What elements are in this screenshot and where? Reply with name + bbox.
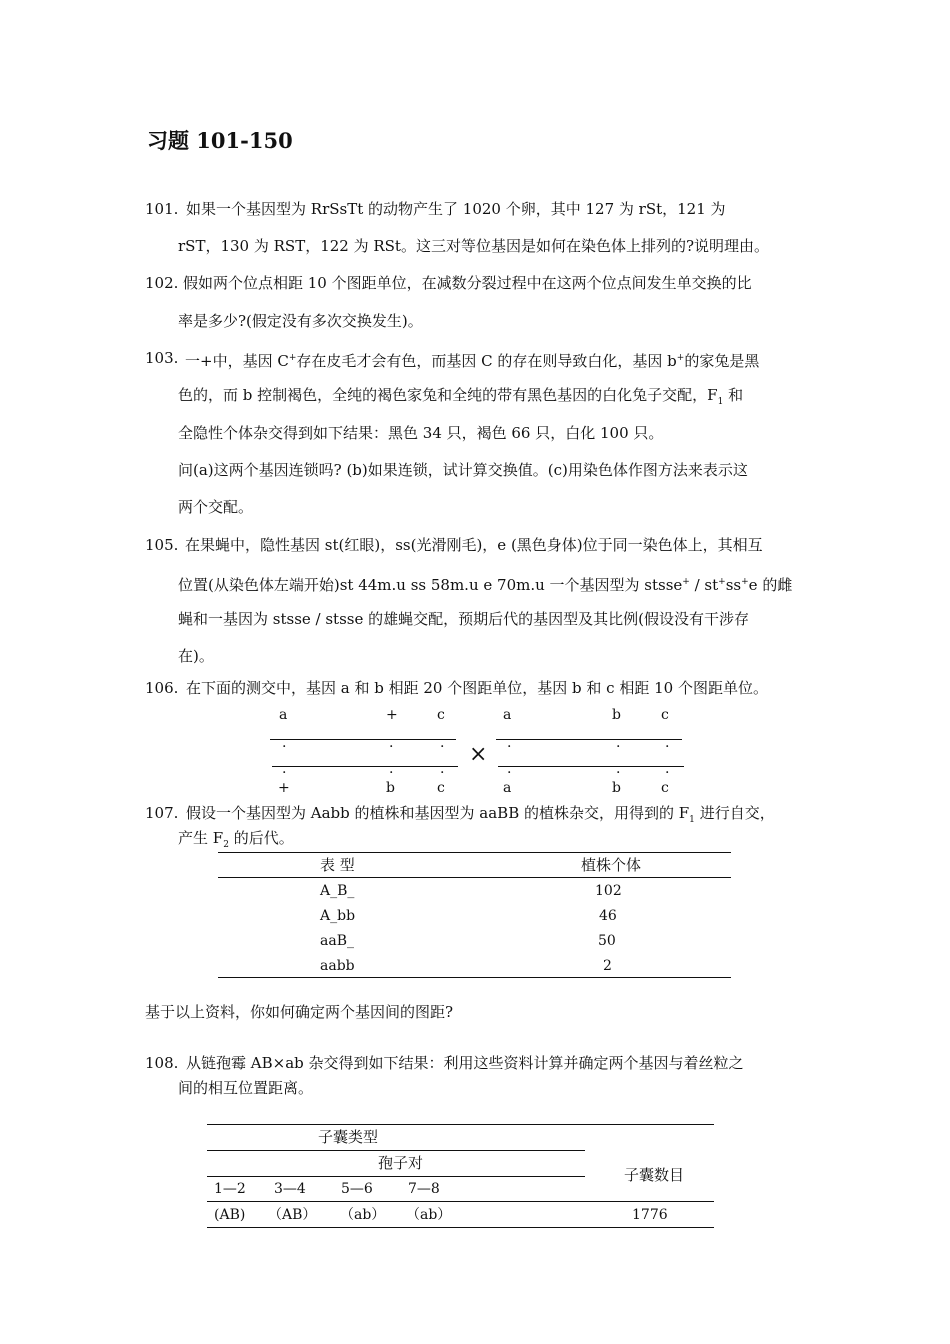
question-text: 从链孢霉 AB×ab 杂交得到如下结果：利用这些资料计算并确定两个基因与着丝粒之 — [186, 1054, 744, 1072]
chromosome-line — [496, 739, 682, 740]
table-cell: (AB) — [214, 1207, 246, 1223]
question-text: 产生 $F_2$ 的后代。 — [178, 829, 294, 850]
question-text: 位置(从染色体左端开始)st 44m.u ss 58m.u e 70m.u 一个基因型为 stsse+ / st+ss+e 的雌 — [178, 576, 793, 594]
question-text: 率是多少?(假定没有多次交换发生)。 — [178, 312, 423, 330]
table-cell: A_bb — [320, 908, 356, 924]
chromosome-line — [498, 766, 684, 767]
question-text: 间的相互位置距离。 — [178, 1079, 314, 1097]
table-cell: 50 — [598, 933, 616, 949]
question-number: 106. — [145, 679, 179, 697]
question-number: 103. — [145, 349, 179, 367]
gene-label: + — [278, 780, 290, 796]
table-cell: （AB） — [268, 1207, 317, 1223]
table-cell: A_B_ — [320, 883, 355, 899]
table-rule-group — [207, 1150, 585, 1151]
question-text: rST，130 为 RST，122 为 RSt。这三对等位基因是如何在染色体上排列的?说明理由。 — [178, 237, 770, 255]
table-rule-bottom — [207, 1227, 714, 1228]
table-header: 1—2 — [214, 1181, 246, 1197]
locus-dot: . — [665, 735, 670, 751]
table-cell: aabb — [320, 958, 355, 974]
locus-dot: . — [616, 761, 621, 777]
question-number: 101. — [145, 200, 179, 218]
question-number: 107. — [145, 804, 179, 822]
gene-label: a — [279, 707, 288, 723]
question-text: 假如两个位点相距 10 个图距单位，在减数分裂过程中在这两个位点间发生单交换的比 — [183, 274, 752, 292]
gene-label: c — [437, 780, 445, 796]
locus-dot: . — [389, 735, 394, 751]
locus-dot: . — [665, 761, 670, 777]
question-text: 全隐性个体杂交得到如下结果：黑色 34 只，褐色 66 只，白化 100 只。 — [178, 424, 664, 442]
locus-dot: . — [616, 735, 621, 751]
question-text: 在)。 — [178, 647, 214, 665]
cross-symbol: × — [469, 742, 488, 767]
question-text: 色的，而 b 控制褐色，全纯的褐色家兔和全纯的带有黑色基因的白化兔子交配，$F_1$ 和 — [178, 386, 744, 407]
table-cell: 102 — [595, 883, 622, 899]
table-header: 植株个体 — [581, 856, 642, 874]
question-text: 在下面的测交中，基因 a 和 b 相距 20 个图距单位，基因 b 和 c 相距 10 个图距单位。 — [186, 679, 768, 697]
table-header: 5—6 — [341, 1181, 373, 1197]
question-text: 如果一个基因型为 RrSsTt 的动物产生了 1020 个卵，其中 127 为 rSt，121 为 — [186, 200, 726, 218]
table-header: 7—8 — [408, 1181, 440, 1197]
locus-dot: . — [440, 761, 445, 777]
gene-label: c — [437, 707, 445, 723]
gene-label: a — [503, 780, 512, 796]
question-number: 102. — [145, 274, 179, 292]
question-number: 105. — [145, 536, 179, 554]
gene-label: c — [661, 780, 669, 796]
gene-label: + — [386, 707, 398, 723]
question-number: 108. — [145, 1054, 179, 1072]
chromosome-line — [272, 766, 458, 767]
table-cell: （ab） — [406, 1207, 452, 1223]
gene-label: b — [612, 780, 621, 796]
table-rule-mid — [207, 1201, 714, 1202]
page-title: 习题 101-150 — [147, 128, 293, 153]
gene-label: a — [503, 707, 512, 723]
table-cell: 2 — [603, 958, 612, 974]
table-cell: 1776 — [632, 1207, 668, 1223]
question-text: 蝇和一基因为 stsse / stsse 的雄蝇交配，预期后代的基因型及其比例(假设没有干涉存 — [178, 610, 749, 628]
table-rule-top — [218, 852, 731, 853]
question-text: 在果蝇中，隐性基因 st(红眼)，ss(光滑刚毛)，e (黑色身体)位于同一染色体上，其相互 — [185, 536, 763, 554]
question-text: 基于以上资料，你如何确定两个基因间的图距? — [145, 1003, 454, 1021]
table-cell: （ab） — [340, 1207, 386, 1223]
table-rule-sub — [207, 1176, 585, 1177]
table-header: 孢子对 — [378, 1154, 424, 1172]
table-header: 子囊数目 — [624, 1166, 685, 1184]
locus-dot: . — [507, 761, 512, 777]
question-text: 两个交配。 — [178, 498, 254, 516]
table-header: 表 型 — [320, 856, 355, 874]
table-cell: aaB_ — [320, 933, 354, 949]
table-rule-bottom — [218, 977, 731, 978]
locus-dot: . — [507, 735, 512, 751]
table-header: 子囊类型 — [318, 1128, 379, 1146]
table-header: 3—4 — [274, 1181, 306, 1197]
locus-dot: . — [440, 735, 445, 751]
locus-dot: . — [389, 761, 394, 777]
table-rule-top — [207, 1124, 714, 1125]
table-cell: 46 — [599, 908, 617, 924]
table-rule-mid — [218, 877, 731, 878]
gene-label: b — [386, 780, 395, 796]
chromosome-line — [270, 739, 456, 740]
gene-label: b — [612, 707, 621, 723]
locus-dot: . — [282, 735, 287, 751]
question-text: 问(a)这两个基因连锁吗? (b)如果连锁，试计算交换值。(c)用染色体作图方法来表示这 — [178, 461, 748, 479]
question-text: 一+中，基因 C+存在皮毛才会有色，而基因 C 的存在则导致白化，基因 b+的家兔是黑 — [185, 352, 760, 370]
locus-dot: . — [282, 761, 287, 777]
gene-label: c — [661, 707, 669, 723]
question-text: 假设一个基因型为 Aabb 的植株和基因型为 aaBB 的植株杂交，用得到的 $F_1$ 进行自交， — [186, 804, 775, 825]
